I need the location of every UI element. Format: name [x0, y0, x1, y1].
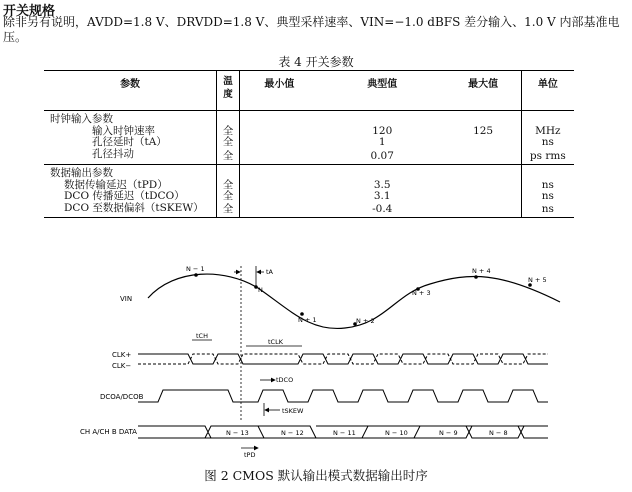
intro-paragraph: 除非另有说明，AVDD=1.8 V、DRVDD=1.8 V、典型采样速率、VIN=−1.0 dBFS 差分输入、1.0 V 内部基准电压。	[3, 15, 620, 44]
sample-label: N + 3	[412, 289, 431, 297]
table-row: 孔径延时（tA） 全 1 ns	[44, 137, 574, 149]
dco-label: DCOA/DCOB	[100, 393, 144, 401]
vin-label: VIN	[120, 295, 133, 303]
switching-specs-table	[44, 70, 574, 218]
tclk-label: tCLK	[268, 338, 283, 346]
tskew-label: tSKEW	[282, 407, 304, 415]
sample-point	[474, 275, 478, 279]
group-title-data-output: 数据输出参数	[50, 167, 113, 179]
table-row: 输入时钟速率 全 120 125 MHz	[44, 126, 574, 138]
clk-p-label: CLK+	[112, 351, 132, 359]
tdco-label: tDCO	[276, 376, 294, 384]
sample-point	[194, 273, 198, 277]
section-title: 开关规格	[3, 4, 56, 19]
dco-waveform	[138, 390, 548, 402]
timing-diagram	[0, 262, 632, 462]
sample-label: N − 1	[186, 265, 205, 273]
ta-label: tA	[266, 268, 273, 276]
data-word: N − 10	[385, 429, 408, 437]
table-row: DCO 至数据偏斜（tSKEW） 全 -0.4 ns	[44, 203, 574, 218]
table-row: 数据传输延迟（tPD） 全 3.5 ns	[44, 180, 574, 192]
clk-n-label: CLK−	[112, 362, 132, 370]
header-min: 最小值	[239, 71, 319, 111]
sample-label: N	[258, 286, 263, 294]
group-title-clock: 时钟输入参数	[50, 113, 113, 125]
data-word: N − 11	[333, 429, 356, 437]
data-word: N − 9	[439, 429, 458, 437]
table-row: 孔径抖动 全 0.07 ps rms	[44, 149, 574, 165]
header-max: 最大值	[446, 71, 522, 111]
tch-label: tCH	[196, 332, 208, 340]
header-temp: 温度	[217, 71, 240, 111]
data-label: CH A/CH B DATA	[80, 428, 137, 436]
clk-p-waveform	[138, 354, 548, 364]
sample-label: N + 5	[528, 276, 547, 284]
sample-label: N + 2	[356, 317, 375, 325]
sample-label: N + 1	[298, 316, 317, 324]
data-word: N − 12	[281, 429, 304, 437]
header-typ: 典型值	[319, 71, 446, 111]
data-word: N − 8	[489, 429, 508, 437]
tpd-label: tPD	[244, 451, 256, 459]
header-param: 参数	[44, 71, 217, 111]
table-row: DCO 传播延迟（tDCO） 全 3.1 ns	[44, 191, 574, 203]
vin-waveform	[148, 274, 560, 328]
sample-label: N + 4	[472, 267, 491, 275]
table-caption: 表 4 开关参数	[278, 55, 354, 69]
clk-n-waveform	[138, 354, 548, 364]
figure-caption: 图 2 CMOS 默认输出模式数据输出时序	[204, 468, 428, 483]
data-word: N − 13	[226, 429, 249, 437]
header-unit: 单位	[521, 71, 574, 111]
